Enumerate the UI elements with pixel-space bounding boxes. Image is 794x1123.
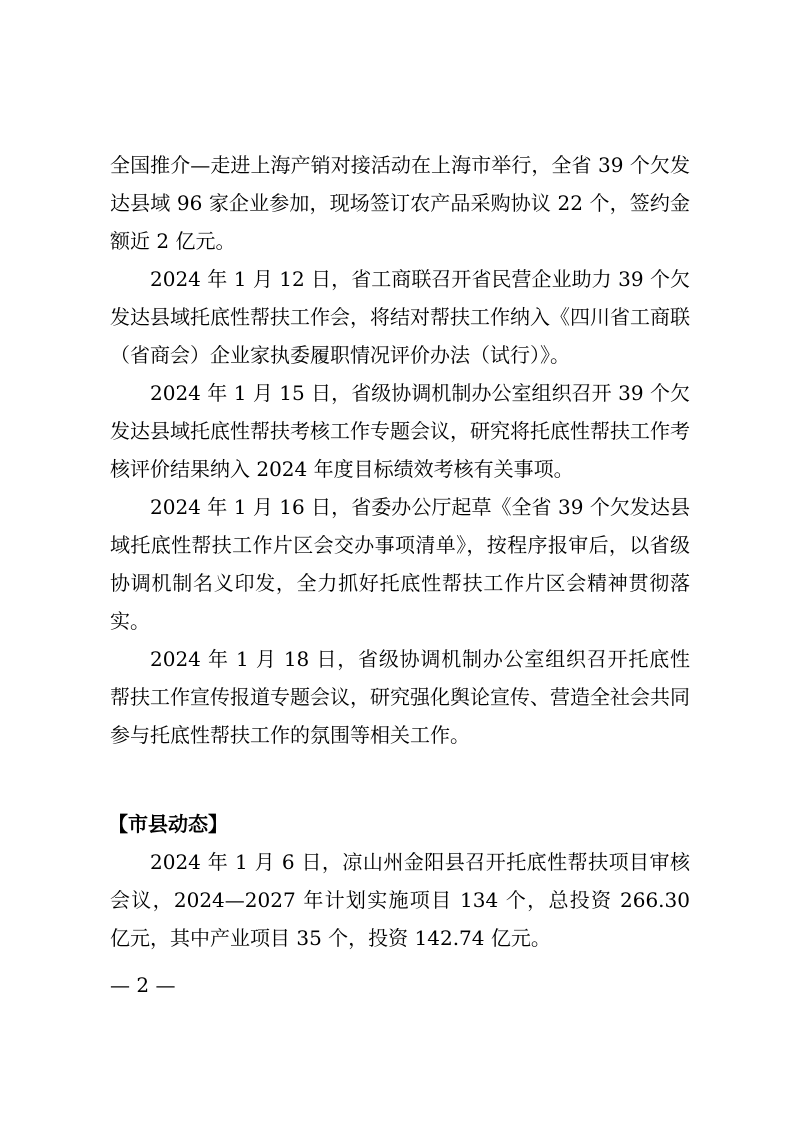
paragraph-jan-12: 2024 年 1 月 12 日，省工商联召开省民营企业助力 39 个欠发达县域托底性帮扶工作会，将结对帮扶工作纳入《四川省工商联（省商会）企业家执委履职情况评价办法（试行）》。 (110, 267, 690, 367)
paragraph-jan-16: 2024 年 1 月 16 日，省委办公厅起草《全省 39 个欠发达县域托底性帮扶工作片区会交办事项清单》，按程序报审后，以省级协调机制名义印发，全力抓好托底性帮扶工作片区会精神贯彻落实。 (110, 495, 690, 633)
page-number: — 2 — (110, 973, 176, 997)
paragraph-jan-6: 2024 年 1 月 6 日，凉山州金阳县召开托底性帮扶项目审核会议，2024—2027 年计划实施项目 134 个，总投资 266.30 亿元，其中产业项目 35 个，投资 142.74 亿元。 (110, 850, 690, 950)
paragraph-jan-18: 2024 年 1 月 18 日，省级协调机制办公室组织召开托底性帮扶工作宣传报道专题会议，研究强化舆论宣传、营造全社会共同参与托底性帮扶工作的氛围等相关工作。 (110, 647, 690, 747)
section-heading: 【市县动态】 (108, 812, 228, 836)
paragraph-continuation: 全国推介—走进上海产销对接活动在上海市举行，全省 39 个欠发达县域 96 家企业参加，现场签订农产品采购协议 22 个，签约金额近 2 亿元。 (110, 153, 690, 253)
paragraph-jan-15: 2024 年 1 月 15 日，省级协调机制办公室组织召开 39 个欠发达县域托底性帮扶考核工作专题会议，研究将托底性帮扶工作考核评价结果纳入 2024 年度目标绩效考核有关事项。 (110, 381, 690, 481)
